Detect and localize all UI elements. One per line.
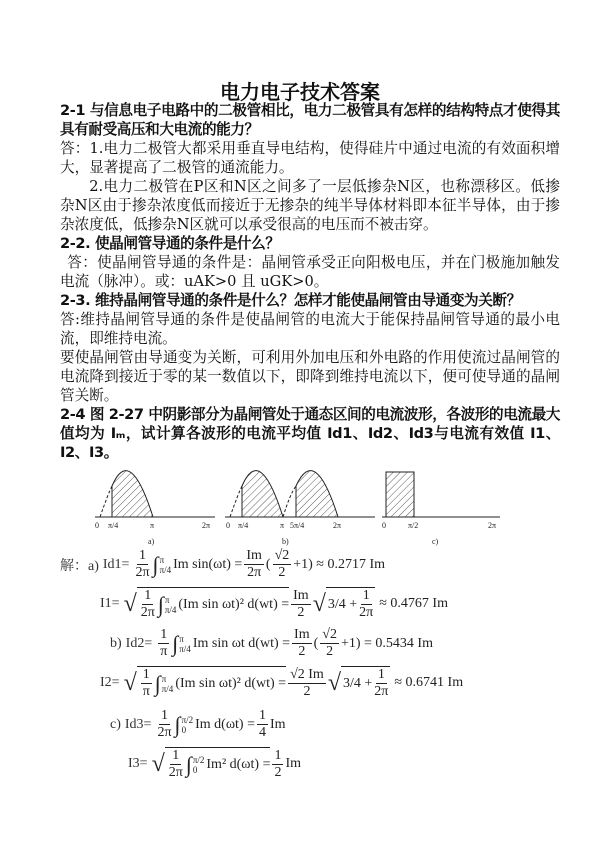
integral-sign: ∫ bbox=[152, 551, 159, 577]
lower-limit: π/4 bbox=[179, 643, 191, 654]
numerator: Im bbox=[246, 548, 262, 563]
upper-limit: π bbox=[161, 673, 167, 684]
fraction bbox=[135, 548, 149, 581]
paren: ( bbox=[265, 556, 271, 572]
numerator: 1 bbox=[160, 627, 168, 642]
tick-label: 0 bbox=[382, 521, 386, 530]
fraction bbox=[244, 548, 264, 581]
result: ≈ 0.6741 Im bbox=[394, 675, 464, 690]
waveform-c bbox=[382, 472, 500, 517]
numerator: √2 bbox=[274, 548, 290, 563]
numerator: 1 bbox=[138, 548, 146, 563]
formula-i1 bbox=[100, 587, 560, 621]
lower-limit: π/4 bbox=[164, 604, 177, 615]
tick-label: π/4 bbox=[108, 521, 119, 530]
question-2-3: 2-3. 维持晶闸管导通的条件是什么？怎样才能使晶闸管由导通变为关断？ bbox=[60, 292, 521, 309]
integrand: Im d(ωt) = bbox=[195, 716, 255, 732]
denominator: 2π bbox=[247, 565, 262, 580]
integral-sign: ∫ bbox=[157, 591, 164, 617]
denominator: 4 bbox=[259, 725, 266, 740]
formula-id3 bbox=[110, 708, 560, 741]
integral-sign: ∫ bbox=[154, 670, 161, 696]
denominator: 2π bbox=[135, 565, 150, 580]
formula-id1 bbox=[60, 548, 560, 581]
answer-2-2: 答：使晶闸管导通的条件是：晶闸管承受正向阳极电压，并在门极施加触发电流（脉冲）。或：uAK>0 且 uGK>0。 bbox=[60, 254, 560, 290]
sqrt-icon: √ bbox=[123, 670, 137, 696]
tick-label: π bbox=[150, 521, 155, 530]
figure-caption-a: a) bbox=[148, 537, 155, 546]
sqrt-icon: √ bbox=[151, 751, 165, 777]
tick-label: π bbox=[280, 521, 285, 530]
formula-i2 bbox=[100, 666, 560, 700]
denominator: π bbox=[160, 644, 168, 659]
question-2-1: 2-1 与信息电子电路中的二极管相比，电力二极管具有怎样的结构特点才使得其具有耐受高压和大电流的能力？ bbox=[60, 102, 560, 138]
paren: ( bbox=[313, 635, 319, 651]
denominator: 2π bbox=[157, 725, 172, 740]
numerator: 1 bbox=[144, 588, 152, 603]
radicand bbox=[341, 666, 390, 700]
upper-limit: π bbox=[159, 554, 165, 565]
limits bbox=[160, 555, 172, 575]
formula-label: I2= bbox=[100, 675, 120, 690]
waveform-figure bbox=[90, 464, 510, 546]
tick-label: π/4 bbox=[238, 521, 249, 530]
tick-label: 2π bbox=[333, 521, 342, 530]
answer-2-3-part-2: 要使晶闸管由导通变为关断，可利用外加电压和外电路的作用使流过晶闸管的电流降到接近于零的某一数值以下，即降到维持电流以下，便可使导通的晶闸管关断。 bbox=[60, 349, 560, 404]
upper-limit: π bbox=[179, 633, 184, 644]
term: 3/4 + bbox=[342, 675, 373, 691]
integrand: (Im sin ωt)² d(wt) = bbox=[175, 675, 287, 691]
numerator: √2 bbox=[322, 627, 337, 642]
term: 3/4 + bbox=[327, 596, 358, 612]
denominator: π bbox=[142, 684, 150, 699]
lower-limit: 0 bbox=[181, 724, 187, 735]
formula-label: Id2= bbox=[125, 635, 153, 651]
figure-caption-b: b) bbox=[282, 537, 289, 546]
denominator: 2 bbox=[298, 644, 306, 659]
integrand: (Im sin ωt)² d(wt) = bbox=[178, 596, 290, 612]
tick-label: 5π/4 bbox=[290, 521, 305, 530]
waveform-diagram bbox=[90, 464, 510, 546]
solution-label-a: 解：a) bbox=[60, 558, 99, 574]
denominator: 2π bbox=[140, 605, 155, 620]
numerator: 1 bbox=[362, 588, 370, 603]
result: +1) ≈ 0.2717 Im bbox=[293, 556, 386, 572]
radicand bbox=[137, 666, 286, 700]
result: ≈ 0.4767 Im bbox=[379, 596, 448, 611]
tick-label: 2π bbox=[488, 521, 497, 530]
upper-limit: π/2 bbox=[192, 754, 205, 765]
waveform-a bbox=[95, 471, 215, 517]
numerator: Im bbox=[294, 627, 310, 642]
numerator: Im bbox=[293, 587, 309, 603]
upper-limit: π/2 bbox=[181, 714, 194, 725]
denominator: 2 bbox=[326, 644, 334, 659]
fraction bbox=[291, 588, 311, 621]
numerator: 1 bbox=[160, 708, 168, 723]
sqrt-icon: √ bbox=[327, 670, 341, 696]
integrand: Im sin ωt d(wt) = bbox=[192, 635, 291, 651]
question-2-4: 2-4 图 2-27 中阴影部分为晶闸管处于通态区间的电流波形，各波形的电流最大值均为 Iₘ，试计算各波形的电流平均值 Id1、Id2、Id3与电流有效值 I1、I2、I3。 bbox=[60, 406, 560, 461]
denominator: 2 bbox=[297, 604, 305, 620]
integral-sign: ∫ bbox=[185, 751, 192, 777]
formula-label: I3= bbox=[128, 756, 148, 771]
denominator: 2 bbox=[278, 565, 286, 580]
result: Im bbox=[270, 716, 286, 732]
sqrt-icon: √ bbox=[312, 591, 326, 617]
lower-limit: π/4 bbox=[159, 564, 172, 575]
numerator: 1 bbox=[259, 708, 266, 723]
radicand bbox=[326, 587, 375, 621]
denominator: 2π bbox=[374, 684, 389, 699]
fraction bbox=[273, 548, 292, 581]
answer-2-1-point-2: 2.电力二极管在P区和N区之间多了一层低掺杂N区，也称漂移区。低掺杂N区由于掺杂浓度低而接近于无掺杂的纯半导体材料即本征半导体，由于掺杂浓度低，低掺杂N区就可以承受很高的电压而不被击穿。 bbox=[60, 178, 560, 233]
result: +1) = 0.5434 Im bbox=[340, 635, 433, 651]
waveform-b bbox=[225, 471, 375, 517]
denominator: 2 bbox=[274, 764, 282, 780]
solution-label-b: b) bbox=[110, 635, 122, 651]
radicand bbox=[137, 587, 289, 621]
tick-label: 0 bbox=[95, 521, 99, 530]
denominator: 2 bbox=[303, 683, 311, 699]
formula-label: I1= bbox=[100, 596, 120, 611]
numerator: √2 Im bbox=[290, 666, 324, 682]
document-body bbox=[60, 101, 560, 781]
formula-label: Id1= bbox=[102, 556, 130, 572]
integral-sign: ∫ bbox=[174, 711, 181, 737]
denominator: 2π bbox=[168, 765, 183, 780]
numerator: 1 bbox=[172, 748, 180, 763]
radicand bbox=[165, 747, 271, 781]
lower-limit: 0 bbox=[192, 764, 198, 775]
formula-label: Id3= bbox=[124, 716, 152, 732]
page-title: 电力电子技术答案 bbox=[220, 80, 380, 104]
answer-2-1-point-1: 答：1.电力二极管大都采用垂直导电结构，使得硅片中通过电流的有效面积增大，显著提高了二极管的通流能力。 bbox=[60, 140, 560, 176]
tick-label: 2π bbox=[202, 521, 211, 530]
tick-label: 0 bbox=[226, 521, 230, 530]
formula-id2 bbox=[110, 627, 560, 660]
sqrt-icon: √ bbox=[123, 591, 137, 617]
integrand: Im² d(ωt) = bbox=[206, 756, 271, 772]
answer-2-3-part-1: 答:维持晶闸管导通的条件是使晶闸管的电流大于能保持晶闸管导通的最小电流，即维持电流。 bbox=[60, 311, 560, 347]
result: Im bbox=[285, 756, 302, 771]
formula-i3 bbox=[128, 747, 560, 781]
figure-caption-c: c) bbox=[432, 537, 439, 546]
numerator: 1 bbox=[142, 667, 150, 682]
numerator: 1 bbox=[377, 667, 385, 682]
tick-label: π/2 bbox=[408, 521, 419, 530]
upper-limit: π bbox=[164, 594, 170, 605]
lower-limit: π/4 bbox=[161, 683, 174, 694]
numerator: 1 bbox=[274, 747, 282, 763]
integrand: Im sin(ωt) = bbox=[173, 556, 243, 572]
solution-label-c: c) bbox=[110, 716, 121, 732]
question-2-2: 2-2. 使晶闸管导通的条件是什么？ bbox=[60, 235, 280, 252]
denominator: 2π bbox=[359, 605, 374, 620]
integral-sign: ∫ bbox=[172, 630, 179, 656]
